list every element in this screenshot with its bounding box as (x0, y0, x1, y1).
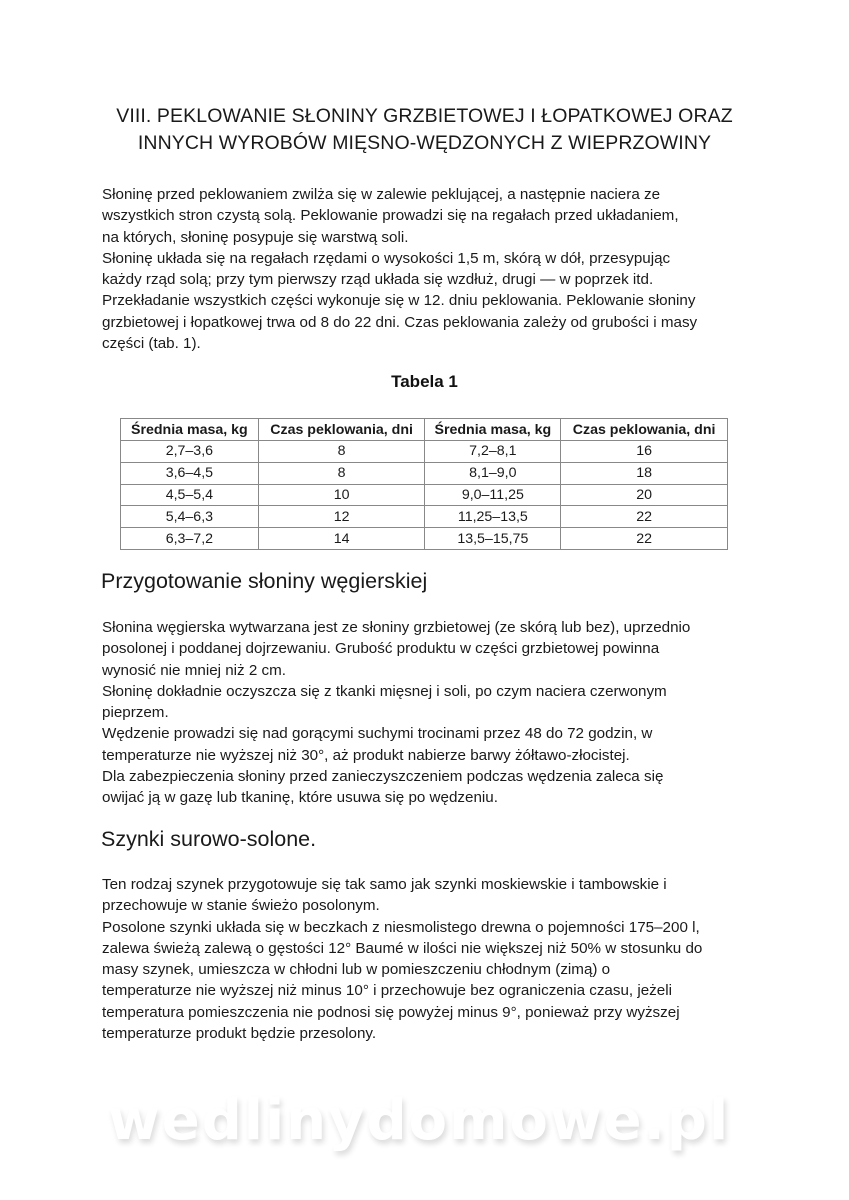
text-line: wynosić nie mniej niż 2 cm. (102, 661, 287, 679)
text-line: temperaturze nie wyższej niż minus 10° i przechowuje bez ograniczenia czasu, jeżeli (102, 982, 672, 1000)
text-line: Posolone szynki układa się w beczkach z niesmolistego drewna o pojemności 175–200 l, (102, 918, 700, 936)
table-cell: 12 (258, 506, 425, 528)
text-line: każdy rząd solą; przy tym pierwszy rząd układa się wzdłuż, drugi — w poprzek itd. (102, 271, 654, 289)
column-header: Czas peklowania, dni (561, 419, 728, 441)
table-cell: 7,2–8,1 (425, 441, 561, 463)
text-line: Słonina węgierska wytwarzana jest ze słoniny grzbietowej (ze skórą lub bez), uprzednio (102, 619, 691, 636)
table-row (121, 506, 728, 528)
title-line-1: VIII. PEKLOWANIE SŁONINY GRZBIETOWEJ I ŁOPATKOWEJ ORAZ (116, 105, 733, 127)
table-cell: 22 (561, 506, 728, 528)
text-line: pieprzem. (102, 704, 169, 722)
raw-salted-hams-paragraph (102, 874, 762, 1044)
text-line: Słoninę dokładnie oczyszcza się z tkanki mięsnej i soli, po czym naciera czerwonym (102, 682, 667, 700)
text-line: na których, słoninę posypuje się warstwą soli. (102, 228, 409, 246)
table-header-row (121, 419, 728, 441)
table-cell: 18 (561, 462, 728, 484)
column-header: Czas peklowania, dni (258, 419, 425, 441)
text-line: posolonej i poddanej dojrzewaniu. Grubość produktu w części grzbietowej powinna (102, 640, 660, 658)
title-line-2: INNYCH WYROBÓW MIĘSNO-WĘDZONYCH Z WIEPRZOWINY (137, 132, 712, 154)
text-line: Przekładanie wszystkich części wykonuje się w 12. dniu peklowania. Peklowanie słoniny (102, 292, 696, 310)
column-header: Średnia masa, kg (425, 419, 561, 441)
table-cell: 13,5–15,75 (425, 528, 561, 550)
table-title: Tabela 1 (391, 372, 458, 391)
table-row (121, 462, 728, 484)
table-cell: 14 (258, 528, 425, 550)
text-line: wszystkich stron czystą solą. Peklowanie prowadzi się na regałach przed układaniem, (102, 207, 679, 225)
section-heading-hungarian-bacon: Przygotowanie słoniny węgierskiej (101, 569, 428, 593)
watermark: wedlinydomowe.pl (108, 1088, 731, 1153)
text-line: Wędzenie prowadzi się nad gorącymi suchymi trocinami przez 48 do 72 godzin, w (102, 725, 653, 743)
table-cell: 8 (258, 441, 425, 463)
table-cell: 11,25–13,5 (425, 506, 561, 528)
table-cell: 5,4–6,3 (121, 506, 259, 528)
section-heading-raw-salted-hams: Szynki surowo-solone. (101, 827, 317, 851)
text-line: Słoninę przed peklowaniem zwilża się w zalewie peklującej, a następnie naciera ze (102, 186, 661, 203)
page-title (60, 103, 789, 157)
table-cell: 8 (258, 462, 425, 484)
table-row (121, 484, 728, 506)
table-cell: 10 (258, 484, 425, 506)
text-line: Słoninę układa się na regałach rzędami o wysokości 1,5 m, skórą w dół, przesypując (102, 249, 671, 267)
text-line: temperaturze produkt będzie przesolony. (102, 1025, 377, 1043)
curing-time-table (120, 418, 728, 550)
text-line: Ten rodzaj szynek przygotowuje się tak samo jak szynki moskiewskie i tambowskie i (102, 876, 667, 893)
text-line: części (tab. 1). (102, 335, 201, 353)
table-cell: 2,7–3,6 (121, 441, 259, 463)
table-cell: 6,3–7,2 (121, 528, 259, 550)
table-cell: 9,0–11,25 (425, 484, 561, 506)
text-line: owijać ją w gazę lub tkaninę, które usuwa się po wędzeniu. (102, 789, 498, 807)
table-cell: 8,1–9,0 (425, 462, 561, 484)
text-line: temperaturze nie wyższej niż 30°, aż produkt nabierze barwy żółtawo-złocistej. (102, 746, 630, 764)
table-row (121, 528, 728, 550)
table-cell: 22 (561, 528, 728, 550)
table-cell: 20 (561, 484, 728, 506)
table-row (121, 441, 728, 463)
hungarian-bacon-paragraph (102, 617, 762, 809)
text-line: temperatura pomieszczenia nie podnosi się powyżej minus 9°, ponieważ przy wyższej (102, 1003, 680, 1021)
text-line: Dla zabezpieczenia słoniny przed zanieczyszczeniem podczas wędzenia zaleca się (102, 768, 664, 786)
text-line: grzbietowej i łopatkowej trwa od 8 do 22 dni. Czas peklowania zależy od grubości i masy (102, 313, 698, 331)
table-cell: 16 (561, 441, 728, 463)
text-line: przechowuje w stanie świeżo posolonym. (102, 897, 380, 915)
intro-paragraph (102, 184, 762, 354)
table-cell: 3,6–4,5 (121, 462, 259, 484)
text-line: masy szynek, umieszcza w chłodni lub w pomieszczeniu chłodnym (zimą) o (102, 961, 611, 979)
table-cell: 4,5–5,4 (121, 484, 259, 506)
text-line: zalewa świeżą zalewą o gęstości 12° Baumé w ilości nie większej niż 50% w stosunku do (102, 939, 703, 957)
column-header: Średnia masa, kg (121, 419, 259, 441)
